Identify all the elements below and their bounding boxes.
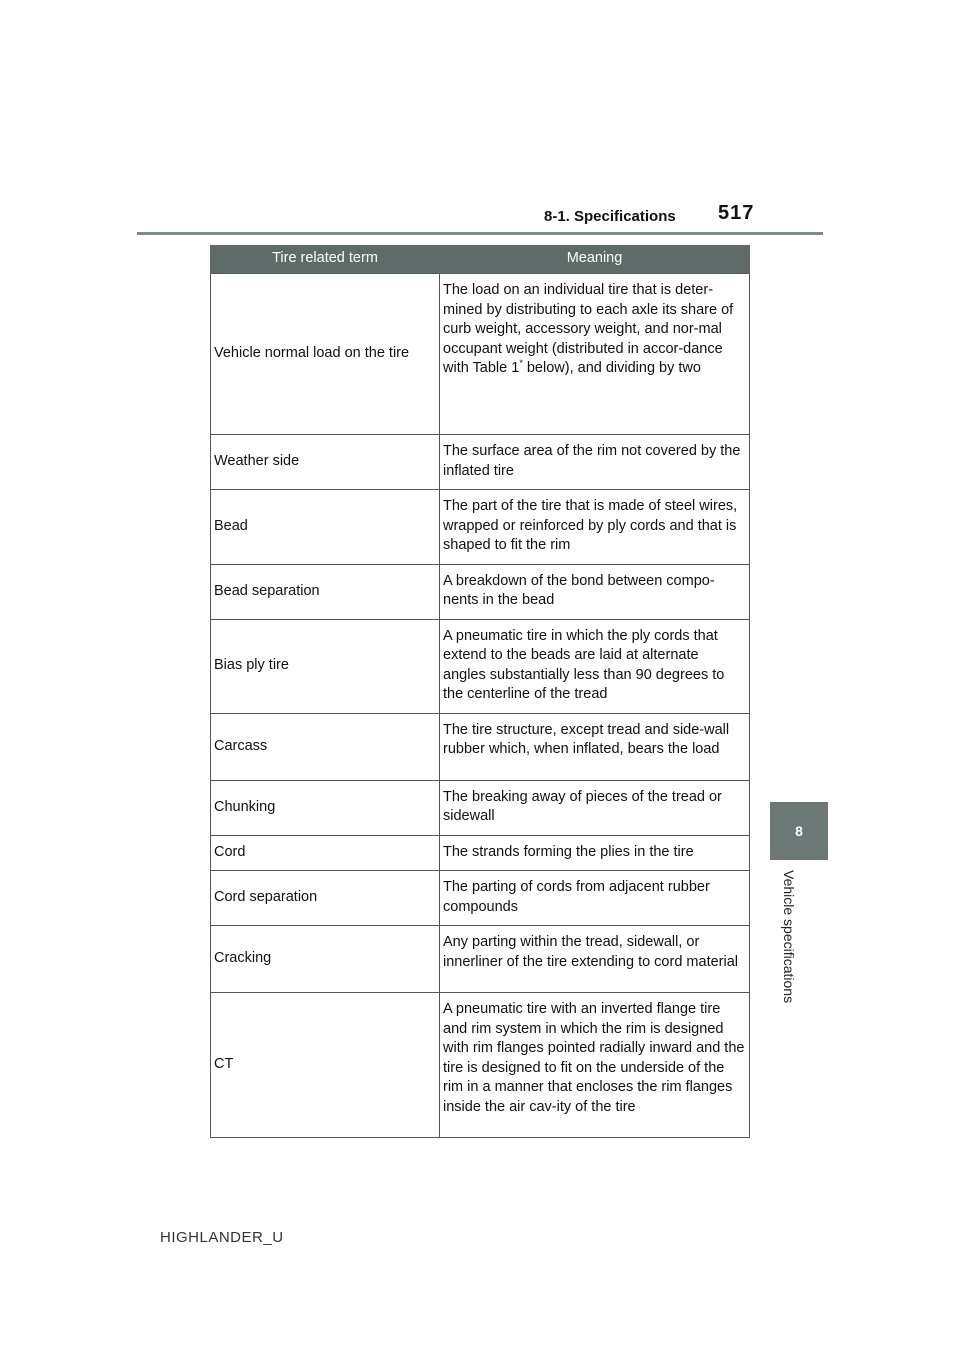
meaning-cell: The surface area of the rim not covered by the inflated tire: [440, 435, 750, 490]
term-cell: Bias ply tire: [211, 619, 440, 713]
term-cell: Bead separation: [211, 564, 440, 619]
table-row: [211, 926, 750, 993]
header-divider: [137, 232, 823, 235]
meaning-cell: The part of the tire that is made of steel wires, wrapped or reinforced by ply cords and that is shaped to fit the rim: [440, 490, 750, 565]
table-row: [211, 780, 750, 835]
section-title: 8-1. Specifications: [544, 208, 676, 225]
column-header-meaning: Meaning: [440, 245, 750, 274]
meaning-cell: A pneumatic tire with an inverted flange tire and rim system in which the rim is designed with rim flanges pointed radially inward and the tire is designed to fit on the underside of the rim in a manner that encloses the rim flanges inside the air cav-ity of the tire: [440, 993, 750, 1138]
term-cell: Bead: [211, 490, 440, 565]
tire-terms-table: [210, 245, 750, 1138]
meaning-cell: A pneumatic tire in which the ply cords that extend to the beads are laid at alternate angles substantially less than 90 degrees to the centerline of the tread: [440, 619, 750, 713]
term-cell: Cracking: [211, 926, 440, 993]
chapter-tab[interactable]: 8: [770, 802, 828, 860]
meaning-cell: Any parting within the tread, sidewall, or innerliner of the tire extending to cord material: [440, 926, 750, 993]
meaning-cell: [440, 274, 750, 435]
footnote-marker: *: [519, 358, 523, 369]
meaning-cell: The tire structure, except tread and side-wall rubber which, when inflated, bears the load: [440, 713, 750, 780]
table-row: [211, 835, 750, 871]
term-cell: Carcass: [211, 713, 440, 780]
meaning-text: The load on an individual tire that is deter-mined by distributing to each axle its share of curb weight, accessory weight, and nor-mal occupant weight (distributed in accor-dance with Table 1: [443, 282, 734, 376]
term-cell: Chunking: [211, 780, 440, 835]
meaning-cell: The strands forming the plies in the tire: [440, 835, 750, 871]
footer-model: HIGHLANDER_U: [160, 1229, 284, 1246]
table-row: [211, 435, 750, 490]
term-cell: Vehicle normal load on the tire: [211, 274, 440, 435]
table-header-row: [211, 245, 750, 274]
term-cell: Weather side: [211, 435, 440, 490]
column-header-term: Tire related term: [211, 245, 440, 274]
term-cell: Cord separation: [211, 871, 440, 926]
table-row: [211, 490, 750, 565]
table-row: [211, 871, 750, 926]
meaning-cell: The breaking away of pieces of the tread or sidewall: [440, 780, 750, 835]
table-row: [211, 619, 750, 713]
term-cell: CT: [211, 993, 440, 1138]
table-row: [211, 564, 750, 619]
page-number: 517: [718, 202, 755, 224]
meaning-cell: The parting of cords from adjacent rubber compounds: [440, 871, 750, 926]
meaning-text: below), and dividing by two: [522, 360, 701, 376]
chapter-title: Vehicle specifications: [781, 870, 797, 1004]
term-cell: Cord: [211, 835, 440, 871]
table-row: [211, 713, 750, 780]
table-row: [211, 274, 750, 435]
meaning-cell: A breakdown of the bond between compo-nents in the bead: [440, 564, 750, 619]
table-row: [211, 993, 750, 1138]
